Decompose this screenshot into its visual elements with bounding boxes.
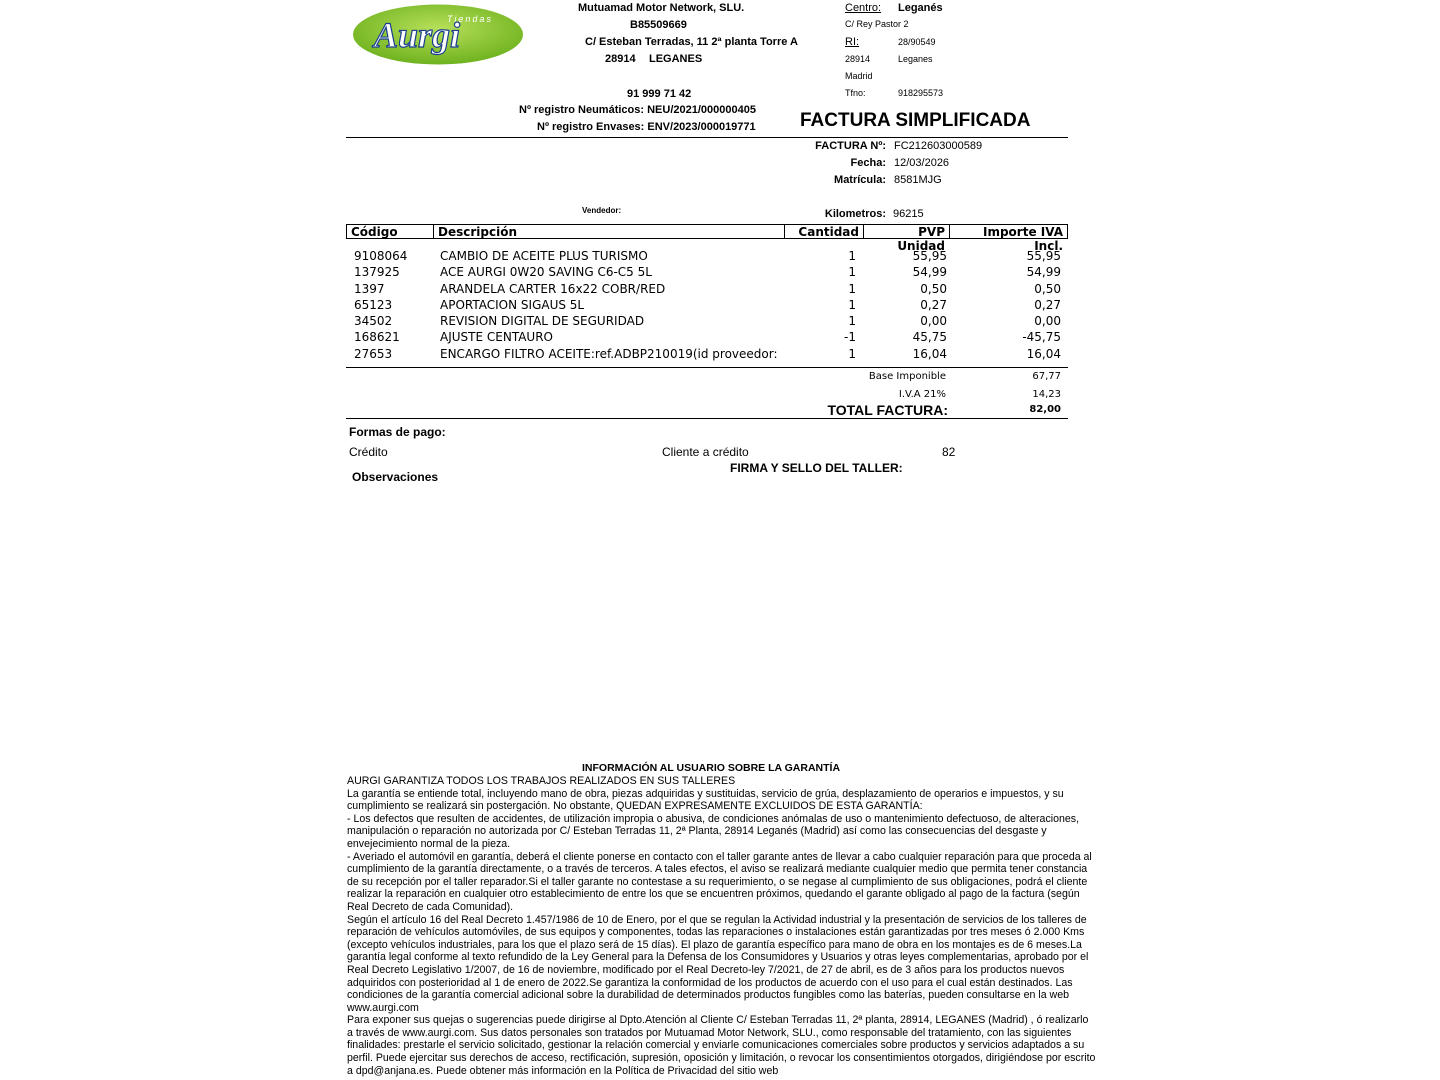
invoice-date-label: Fecha: — [850, 157, 886, 169]
centro-province: Madrid — [845, 71, 873, 81]
ri-label: RI: — [845, 36, 860, 48]
row-qty: 1 — [848, 314, 856, 329]
table-row — [346, 329, 1068, 345]
seller-label: Vendedor: — [582, 206, 622, 215]
row-code: 168621 — [354, 330, 400, 345]
row-desc: APORTACION SIGAUS 5L — [440, 297, 585, 312]
logo-top-text: Tiendas — [447, 14, 493, 24]
table-row — [346, 264, 1068, 280]
company-name: Mutuamad Motor Network, SLU. — [578, 2, 745, 14]
row-code: 137925 — [354, 265, 400, 280]
table-row — [346, 346, 1068, 362]
table-row — [346, 297, 1068, 313]
totals-divider — [346, 418, 1068, 419]
row-imp: 0,27 — [1034, 297, 1061, 312]
col-qty-header: Cantidad — [785, 225, 864, 238]
signature-label: FIRMA Y SELLO DEL TALLER: — [730, 461, 903, 475]
row-desc: ACE AURGI 0W20 SAVING C6-C5 5L — [440, 265, 652, 280]
ri-value: 28/90549 — [898, 37, 936, 47]
iva-value: 14,23 — [1032, 389, 1061, 400]
row-pvp: 0,00 — [920, 314, 947, 329]
table-row — [346, 281, 1068, 297]
centro-city: Leganes — [898, 54, 933, 64]
km-label: Kilometros: — [824, 208, 886, 220]
centro-label: Centro: — [845, 2, 882, 14]
row-desc: CAMBIO DE ACEITE PLUS TURISMO — [440, 249, 648, 263]
plate-value: 8581MJG — [894, 174, 942, 186]
items-table-body — [346, 248, 1068, 362]
row-imp: 54,99 — [1026, 265, 1061, 280]
warranty-paragraph: Según el artículo 16 del Real Decreto 1.457/1986 de 10 de Enero, por el que se regulan la Actividad industrial y la presentación de servicios de los talleres de reparación de vehículos automóviles, de sus equipos y componentes, todas las reparaciones o instalaciones están garantizadas por tres meses ó 2.000 Kms (excepto vehículos industriales, para los que el plazo será de 15 días). El plazo de garantía específico para mano de obra en los montajes es de 6 meses.La garantía legal conforme al texto refundido de la Ley General para la Defensa de los Consumidores y Usuarios y otras leyes complementarias, aprobado por el Real Decreto Legislativo 1/2007, de 16 de noviembre, modificado por el Real Decreto-ley 7/2021, de 27 de abril, es de 3 años para los productos nuevos adquiridos con posterioridad al 1 de enero de 2022.Se garantiza la conformidad de los productos de acuerdo con el uso para el cual están destinados. Las condiciones de la garantía comercial adicional sobre la durabilidad de determinados productos fungibles como las baterías, pueden consultarse en la web www.aurgi.com — [347, 913, 1089, 1014]
payment-heading: Formas de pago: — [349, 425, 446, 439]
reg-envases: Nº registro Envases: ENV/2023/000019771 — [537, 121, 756, 133]
row-desc: REVISION DIGITAL DE SEGURIDAD — [440, 314, 645, 329]
invoice-date-value: 12/03/2026 — [894, 157, 950, 169]
logo-main-text: Aurgi — [374, 15, 461, 55]
observations-label: Observaciones — [352, 470, 439, 484]
row-desc: AJUSTE CENTAURO — [440, 330, 553, 345]
company-address: C/ Esteban Terradas, 11 2ª planta Torre A — [585, 36, 798, 48]
centro-postal: 28914 — [845, 54, 871, 64]
row-imp: 55,95 — [1026, 249, 1061, 263]
company-city: LEGANES — [649, 53, 703, 65]
col-imp-header: Importe IVA Incl. — [983, 225, 1063, 253]
iva-label: I.V.A 21% — [898, 389, 946, 400]
row-qty: 1 — [848, 346, 856, 361]
row-code: 65123 — [354, 297, 393, 312]
col-pvp-header: PVP Unidad — [864, 225, 950, 238]
company-postal: 28914 — [605, 53, 636, 65]
warranty-title: INFORMACIÓN AL USUARIO SOBRE LA GARANTÍA — [582, 762, 841, 774]
total-label: TOTAL FACTURA: — [827, 402, 948, 418]
row-qty: 1 — [848, 265, 856, 280]
row-code: 34502 — [354, 314, 393, 329]
row-imp: 0,00 — [1034, 314, 1061, 329]
payment-method: Crédito — [349, 445, 388, 459]
row-qty: 1 — [848, 297, 856, 312]
warranty-paragraph: AURGI GARANTIZA TODOS LOS TRABAJOS REALIZADOS EN SUS TALLERES — [347, 775, 736, 787]
table-row — [346, 313, 1068, 329]
km-value: 96215 — [893, 208, 924, 220]
row-qty: -1 — [844, 330, 856, 345]
header-divider — [346, 137, 1068, 138]
items-table-header — [346, 224, 1068, 253]
payment-amount: 82 — [942, 445, 956, 459]
row-code: 9108064 — [354, 249, 408, 263]
company-phone: 91 999 71 42 — [627, 88, 692, 100]
col-code-header: Código — [347, 225, 434, 238]
row-code: 27653 — [354, 346, 393, 361]
tfno-label: Tfno: — [845, 88, 866, 98]
invoice-num-label: FACTURA Nº: — [815, 140, 886, 152]
payment-client: Cliente a crédito — [662, 445, 749, 459]
row-pvp: 54,99 — [912, 265, 947, 280]
row-pvp: 16,04 — [912, 346, 947, 361]
row-qty: 1 — [848, 281, 856, 296]
row-pvp: 0,27 — [920, 297, 947, 312]
tfno-value: 918295573 — [898, 88, 944, 98]
reg-neumaticos: Nº registro Neumáticos: NEU/2021/000000405 — [519, 104, 756, 116]
table-row — [346, 248, 1068, 264]
warranty-paragraph: - Averiado el automóvil en garantía, deberá el cliente ponerse en contacto con el taller garante antes de llevar a cabo cualquier reparación para que proceda al cumplimiento de la garantía directamente, o a través de terceros. A tales efectos, el aviso se realizará mediante cualquier medio que permita tener constancia de su recepción por el taller reparador.Si el taller garante no contestase a su requerimiento, o se negase al cumplimiento de sus obligaciones, podrá el cliente realizar la reparación en cualquier otro establecimiento de entre los que se encuentren próximos, quedando el garante obligado al pago de la factura (según Real Decreto de cada Comunidad). — [347, 850, 1092, 913]
warranty-paragraph: - Los defectos que resulten de accidentes, de utilización impropia o abusiva, de condiciones anómalas de uso o mantenimiento defectuoso, de alteraciones, manipulación o reparación no autorizada por C/ Esteban Terradas 11, 2ª Planta, 28914 Leganés (Madrid) así como las consecuencias del desgaste y envejecimiento normal de la pieza. — [347, 812, 1080, 850]
warranty-text — [347, 775, 1097, 1077]
row-qty: 1 — [848, 249, 856, 263]
row-imp: -45,75 — [1022, 330, 1061, 345]
row-desc: ENCARGO FILTRO ACEITE:ref.ADBP210019(id proveedor: — [440, 346, 778, 361]
warranty-paragraph: Para exponer sus quejas o sugerencias puede dirigirse al Dpto.Atención al Cliente C/ Esteban Terradas 11, 2ª planta, 28914, LEGANES (Madrid) , ó realizarlo a través de www.aurgi.com. Sus datos personales son tratados por Mutuamad Motor Network, SLU., como responsable del tratamiento, con las siguientes finalidades: prestarle el servicio solicitado, gestionar la relación comercial y enviarle comunicaciones comerciales sobre productos y servicios adaptados a su perfil. Puede ejercitar sus derechos de acceso, rectificación, supresión, oposición y limitación, o revocar los consentimientos otorgados, dirigiéndose por escrito a dpd@anjana.es. Puede obtener más información en la Política de Privacidad del sitio web — [347, 1014, 1096, 1077]
col-desc-header: Descripción — [434, 225, 785, 238]
company-cif: B85509669 — [630, 19, 687, 31]
invoice-title: FACTURA SIMPLIFICADA — [800, 110, 1031, 131]
row-imp: 0,50 — [1034, 281, 1061, 296]
base-label: Base Imponible — [868, 371, 946, 382]
warranty-paragraph: La garantía se entiende total, incluyendo mano de obra, piezas adquiridas y sustituidas, servicio de grúa, desplazamiento de operarios e impuestos, y su cumplimiento se realizará sin postergación. No obstante, QUEDAN EXPRESAMENTE EXCLUIDOS DE ESTA GARANTÍA: — [347, 787, 1064, 813]
plate-label: Matrícula: — [834, 174, 886, 186]
centro-street: C/ Rey Pastor 2 — [845, 19, 909, 29]
aurgi-logo — [352, 3, 524, 66]
row-code: 1397 — [354, 281, 385, 296]
items-divider — [346, 367, 1068, 368]
invoice-num-value: FC212603000589 — [894, 140, 983, 152]
centro-name: Leganés — [898, 2, 943, 14]
row-imp: 16,04 — [1026, 346, 1061, 361]
row-pvp: 45,75 — [912, 330, 947, 345]
base-value: 67,77 — [1032, 371, 1061, 382]
row-pvp: 55,95 — [912, 249, 947, 263]
total-value: 82,00 — [1029, 404, 1061, 415]
row-pvp: 0,50 — [920, 281, 947, 296]
row-desc: ARANDELA CARTER 16x22 COBR/RED — [440, 281, 666, 296]
